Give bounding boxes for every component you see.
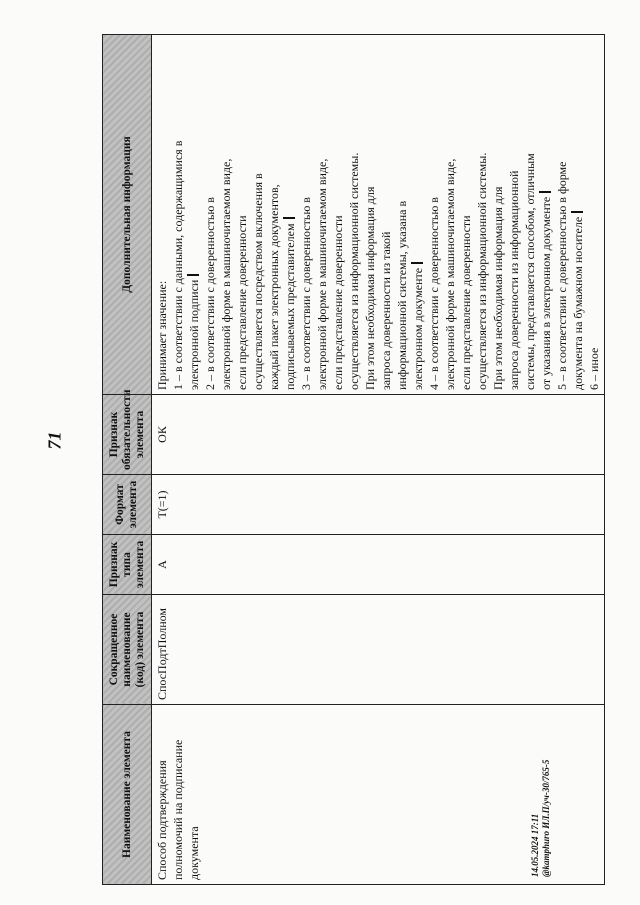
signature-stamp xyxy=(530,760,552,877)
info-line: 4 – в соответствии с доверенностью в xyxy=(427,197,441,390)
header-additional-info: Дополнительная информация xyxy=(103,35,152,395)
info-line: 2 – в соответствии с доверенностью в xyxy=(203,197,217,390)
info-line: электронном документе xyxy=(410,39,426,390)
info-line: электронной форме в машиночитаемом виде, xyxy=(443,158,457,390)
text-cursor-mark xyxy=(571,211,583,213)
cell-element-format: T(=1) xyxy=(152,475,605,535)
info-line: если представление доверенности xyxy=(459,215,473,390)
info-line: При этом необходимая информация для xyxy=(491,186,505,390)
info-line: электронной форме в машиночитаемом виде, xyxy=(315,158,329,390)
header-element-name: Наименование элемента xyxy=(103,705,152,885)
info-line: 3 – в соответствии с доверенностью в xyxy=(299,197,313,390)
info-line: каждый пакет электронных документов, xyxy=(267,184,281,390)
info-line: запроса доверенности из такой xyxy=(379,231,393,390)
header-element-format: Формат элемента xyxy=(103,475,152,535)
element-table xyxy=(102,34,605,885)
stamp-date: 14.05.2024 17:11 xyxy=(530,813,540,877)
info-line: документа на бумажном носителе xyxy=(570,39,586,390)
header-element-mandatory: Признак обязательности элемента xyxy=(103,395,152,475)
info-line: электронной форме в машиночитаемом виде, xyxy=(219,158,233,390)
info-line: запроса доверенности из информационной xyxy=(507,170,521,390)
info-line: системы, представляется способом, отличным xyxy=(523,153,537,390)
info-line: осуществляется из информационной системы. xyxy=(347,152,361,390)
text-cursor-mark xyxy=(283,217,295,219)
rotated-table-container xyxy=(102,35,601,885)
table-header-row xyxy=(103,35,152,885)
info-line: 6 – иное xyxy=(587,347,601,390)
info-line: При этом необходимая информация для xyxy=(363,186,377,390)
info-line: информационной системы, указана в xyxy=(395,200,409,390)
text-cursor-mark xyxy=(411,262,423,264)
info-line: от указания в электронном документе xyxy=(538,39,554,390)
info-line: Принимает значение: xyxy=(155,280,169,390)
info-line: электронной подписи xyxy=(186,39,202,390)
table-row xyxy=(152,35,605,885)
info-line: 5 – в соответствии с доверенностью в форме xyxy=(555,161,569,390)
name-line: Способ подтверждения xyxy=(155,760,169,880)
stamp-signer: @kamphuro ИЛ.П/уч-30/765-5 xyxy=(541,759,551,877)
info-line: 1 – в соответствии с данными, содержащимися в xyxy=(171,140,185,390)
info-line: подписываемых представителем xyxy=(282,39,298,390)
header-element-type: Признак типа элемента xyxy=(103,535,152,595)
cell-element-mandatory: ОК xyxy=(152,395,605,475)
cell-element-type: А xyxy=(152,535,605,595)
cell-additional-info xyxy=(152,35,605,395)
page-number: 71 xyxy=(44,431,65,450)
text-cursor-mark xyxy=(187,274,199,276)
name-line: полномочий на подписание xyxy=(171,739,185,880)
info-line: если представление доверенности xyxy=(235,215,249,390)
info-line: осуществляется из информационной системы. xyxy=(475,152,489,390)
info-line: осуществляется посредством включения в xyxy=(251,173,265,390)
text-cursor-mark xyxy=(539,191,551,193)
cell-element-code: СпосПодтПолном xyxy=(152,595,605,705)
name-line: документа xyxy=(187,826,201,880)
header-element-code: Сокращенное наименование (код) элемента xyxy=(103,595,152,705)
info-line: если представление доверенности xyxy=(331,215,345,390)
